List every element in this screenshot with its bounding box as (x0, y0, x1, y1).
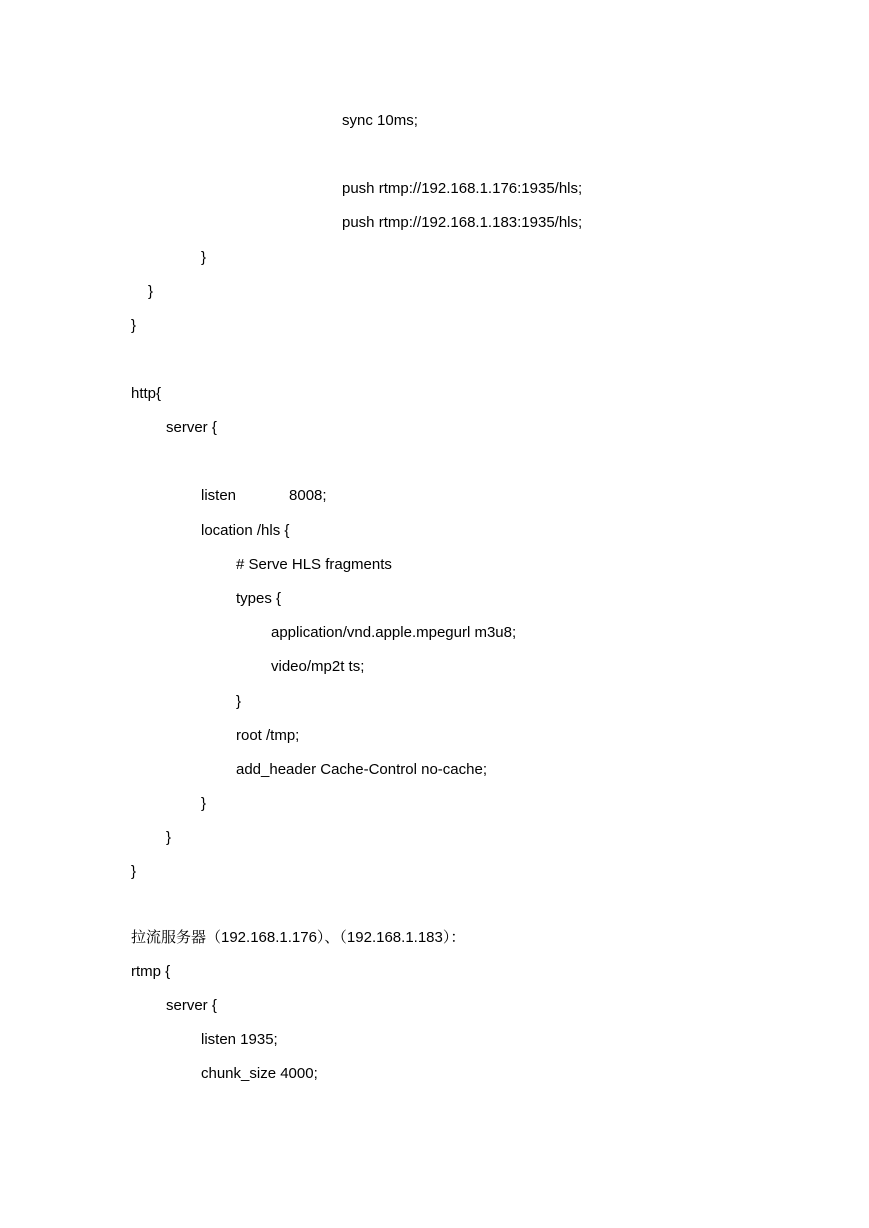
code-line: } (236, 693, 242, 710)
code-line: push rtmp://192.168.1.183:1935/hls; (342, 214, 583, 231)
code-line: sync 10ms; (342, 112, 418, 129)
code-line: } (131, 863, 137, 880)
code-line: rtmp { (131, 963, 171, 980)
code-line: } (166, 829, 172, 846)
code-line: server { (166, 419, 217, 436)
listen-keyword: listen (201, 487, 237, 504)
code-line: application/vnd.apple.mpegurl m3u8; (271, 624, 517, 641)
code-line: add_header Cache-Control no-cache; (236, 761, 487, 778)
code-comment: # Serve HLS fragments (236, 556, 392, 573)
code-line: types { (236, 590, 282, 607)
code-line: http{ (131, 385, 162, 402)
code-line: chunk_size 4000; (201, 1065, 318, 1082)
code-line: root /tmp; (236, 727, 300, 744)
section-heading: 拉流服务器（192.168.1.176）、（192.168.1.183）： (131, 929, 466, 946)
code-line: } (148, 283, 154, 300)
listen-line (201, 487, 327, 505)
code-line: } (201, 795, 207, 812)
code-line: location /hls { (201, 522, 290, 539)
code-line: push rtmp://192.168.1.176:1935/hls; (342, 180, 583, 197)
code-line: } (131, 317, 137, 334)
code-line: listen 1935; (201, 1031, 278, 1048)
code-line: video/mp2t ts; (271, 658, 365, 675)
code-line: server { (166, 997, 217, 1014)
code-line: } (201, 249, 207, 266)
listen-value: 8008; (289, 487, 327, 504)
